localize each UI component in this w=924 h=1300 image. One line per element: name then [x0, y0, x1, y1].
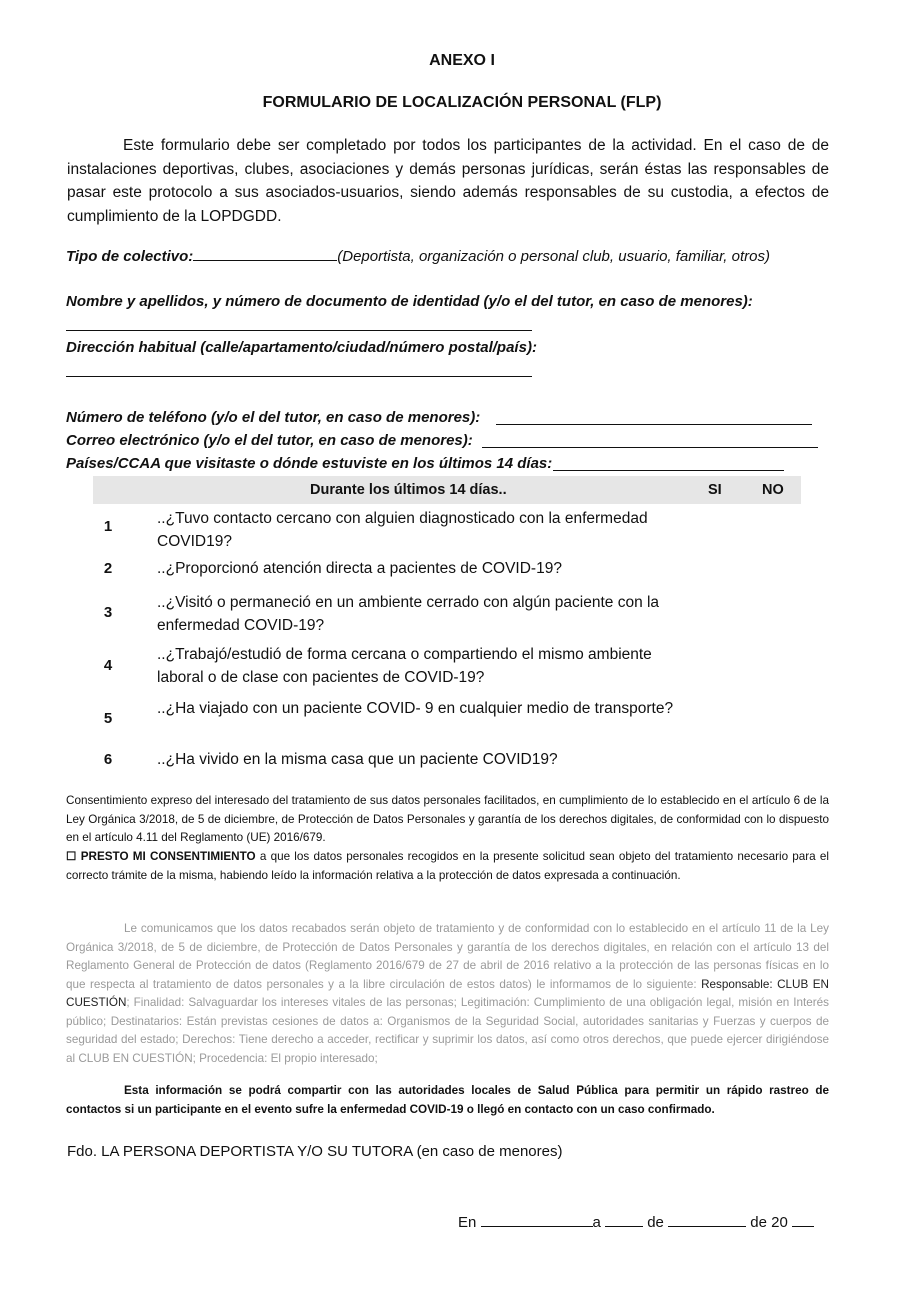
- consent-checkbox[interactable]: ☐: [66, 850, 77, 863]
- questions-table-header: [93, 476, 801, 504]
- question-text: ..¿Visitó o permaneció en un ambiente cerrado con algún paciente con la enfermedad COVID-19?: [157, 594, 660, 634]
- date-line: [458, 1212, 814, 1231]
- consent-checkbox-row: [66, 848, 829, 885]
- nombre-field[interactable]: [66, 330, 532, 331]
- telefono-field[interactable]: [496, 424, 812, 425]
- telefono-label: Número de teléfono (y/o el del tutor, en caso de menores):: [66, 409, 481, 426]
- privacy-notice: [66, 920, 829, 1068]
- tipo-colectivo-note: (Deportista, organización o personal club, usuario, familiar, otros): [337, 248, 770, 265]
- correo-field[interactable]: [482, 447, 818, 448]
- question-number: 5: [103, 710, 113, 727]
- paises-label: Países/CCAA que visitaste o dónde estuviste en los últimos 14 días:: [66, 455, 553, 472]
- date-month-field[interactable]: [668, 1212, 746, 1227]
- consent-paragraph: Consentimiento expreso del interesado del tratamiento de sus datos personales facilitados, en cumplimiento de lo establecido en el artículo 6 de la Ley Orgánica 3/2018, de 5 de diciembre, de Protección de Datos Personales y garantía de los derechos digitales, de conformidad con lo dispuesto en el artículo 4.11 del Reglamento (UE) 2016/679.: [66, 794, 829, 844]
- question-number: 6: [103, 751, 113, 768]
- question-text: ..¿Ha vivido en la misma casa que un paciente COVID19?: [157, 751, 558, 768]
- question-text: ..¿Trabajó/estudió de forma cercana o compartiendo el mismo ambiente laboral o de clase con pacientes de COVID-19?: [157, 646, 652, 686]
- paises-field[interactable]: [553, 470, 784, 471]
- direccion-label: Dirección habitual (calle/apartamento/ciudad/número postal/país):: [66, 339, 537, 356]
- consent-checkbox-text: a que los datos personales recogidos en la presente solicitud sean objeto del tratamiento necesario para el correcto trámite de la misma, habiendo leído la información relativa a la protección de datos expresada a continuación.: [66, 850, 830, 882]
- tipo-colectivo-field[interactable]: [193, 260, 337, 261]
- date-en-label: En: [458, 1214, 477, 1231]
- question-number: 4: [103, 657, 113, 674]
- direccion-field[interactable]: [66, 376, 532, 377]
- privacy-responsable: Responsable: CLUB EN CUESTIÓN: [66, 977, 829, 1009]
- date-year-field[interactable]: [792, 1212, 814, 1227]
- date-de-label: de: [647, 1214, 664, 1231]
- question-number: 1: [103, 518, 113, 535]
- table-header-title: Durante los últimos 14 días..: [310, 482, 507, 498]
- privacy-text: Le comunicamos que los datos recabados serán objeto de tratamiento y de conformidad con lo establecido en el artículo 11 de la Ley Orgánica 3/2018, de 5 de diciembre, de Protección de Datos Personales y garantía de los derechos digitales, en relación con el artículo 13 del Reglamento General de Protección de datos (Reglamento 2016/679 de 27 de abril de 2016 relativo a la protección de las personas físicas en lo que respecta al tratamiento de datos personales y a la libre circulación de estos datos) le informamos de lo siguiente:: [66, 922, 829, 991]
- date-a-label: a: [592, 1214, 601, 1231]
- info-paragraph: Esta información se podrá compartir con las autoridades locales de Salud Pública para permitir un rápido rastreo de contactos si un participante en el evento sufre la enfermedad COVID-19 o llegó en contacto con un caso confirmado.: [66, 1084, 829, 1116]
- tipo-colectivo-row: [66, 248, 770, 265]
- date-place-field[interactable]: [481, 1212, 593, 1227]
- correo-label: Correo electrónico (y/o el del tutor, en caso de menores):: [66, 432, 473, 449]
- nombre-label: Nombre y apellidos, y número de documento de identidad (y/o el del tutor, en caso de menores):: [66, 293, 753, 310]
- form-title: FORMULARIO DE LOCALIZACIÓN PERSONAL (FLP): [262, 94, 662, 111]
- question-text: ..¿Proporcionó atención directa a pacientes de COVID-19?: [157, 560, 562, 577]
- question-text: ..¿Ha viajado con un paciente COVID- 9 en cualquier medio de transporte?: [157, 700, 674, 717]
- signature-label: Fdo. LA PERSONA DEPORTISTA Y/O SU TUTORA (en caso de menores): [67, 1143, 563, 1160]
- privacy-text-cont: ; Finalidad: Salvaguardar los intereses vitales de las personas; Legitimación: Cumplimiento de una obligación legal, misión en Interés público; Destinatarios: Están previstas cesiones de datos a: Organismos de la Seguridad Social, autoridades sanitarias y Fuerzas y cuerpos de seguridad del estado; Derechos: Tiene derecho a acceder, rectificar y suprimir los datos, así como otros derechos, que puede ejercer dirigiéndose al CLUB EN CUESTIÓN; Procedencia: El propio interesado;: [66, 996, 829, 1065]
- intro-paragraph: Este formulario debe ser completado por todos los participantes de la actividad. En el caso de de instalaciones deportivas, clubes, asociaciones y demás personas jurídicas, serán éstas las responsables de pasar este protocolo a sus asociados-usuarios, siendo además responsables de su custodia, a efectos de cumplimiento de la LOPDGDD.: [67, 137, 829, 225]
- question-number: 2: [103, 560, 113, 577]
- table-header-no: NO: [762, 482, 784, 498]
- question-text: ..¿Tuvo contacto cercano con alguien diagnosticado con la enfermedad COVID19?: [157, 510, 648, 550]
- consent-checkbox-label: PRESTO MI CONSENTIMIENTO: [80, 850, 256, 863]
- date-year-label: de 20: [750, 1214, 788, 1231]
- table-header-si: SI: [708, 482, 722, 498]
- tipo-colectivo-label: Tipo de colectivo:: [66, 248, 194, 265]
- question-number: 3: [103, 604, 113, 621]
- date-day-field[interactable]: [605, 1212, 643, 1227]
- annex-heading: ANEXO I: [429, 52, 495, 69]
